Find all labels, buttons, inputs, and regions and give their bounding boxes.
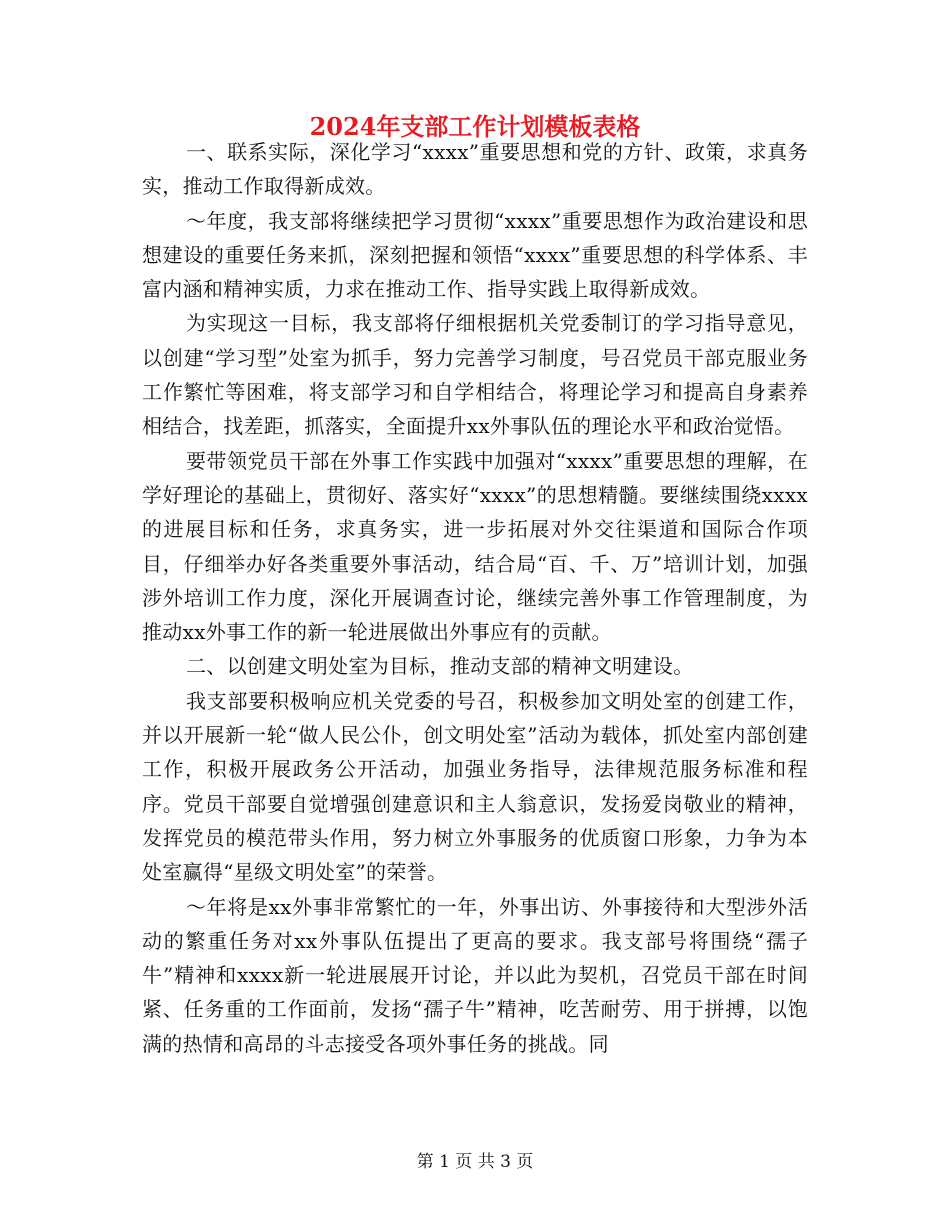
page-number-footer: 第 1 页 共 3 页	[416, 1152, 534, 1172]
document-title: 2024年支部工作计划模板表格	[309, 112, 641, 141]
paragraph-7: ～年将是xx外事非常繁忙的一年，外事出访、外事接待和大型涉外活动的繁重任务对xx外事队伍提出了更高的要求。我支部号将围绕“孺子牛”精神和xxxx新一轮进展展开讨论，并以此为契机，召党员干部在时间紧、任务重的工作面前，发扬“孺子牛”精神，吃苦耐劳、用于拼搏，以饱满的热情和高昂的斗志接受各项外事任务的挑战。同	[142, 894, 808, 1056]
paragraph-2: ～年度，我支部将继续把学习贯彻“xxxx”重要思想作为政治建设和思想建设的重要任务来抓，深刻把握和领悟“xxxx”重要思想的科学体系、丰富内涵和精神实质，力求在推动工作、指导实践上取得新成效。	[142, 208, 808, 302]
paragraph-3: 为实现这一目标，我支部将仔细根据机关党委制订的学习指导意见，以创建“学习型”处室为抓手，努力完善学习制度，号召党员干部克服业务工作繁忙等困难，将支部学习和自学相结合，将理论学习和提高自身素养相结合，找差距，抓落实，全面提升xx外事队伍的理论水平和政治觉悟。	[142, 311, 808, 439]
paragraph-5: 二、以创建文明处室为目标，推动支部的精神文明建设。	[186, 654, 694, 679]
paragraph-1: 一、联系实际，深化学习“xxxx”重要思想和党的方针、政策，求真务实，推动工作取得新成效。	[142, 140, 808, 199]
document-body	[142, 135, 808, 1061]
paragraph-6: 我支部要积极响应机关党委的号召，积极参加文明处室的创建工作，并以开展新一轮“做人民公仆，创文明处室”活动为载体，抓处室内部创建工作，积极开展政务公开活动，加强业务指导，法律规范服务标准和程序。党员干部要自觉增强创建意识和主人翁意识，发扬爱岗敬业的精神，发挥党员的模范带头作用，努力树立外事服务的优质窗口形象，力争为本处室赢得“星级文明处室”的荣誉。	[142, 688, 808, 885]
paragraph-4: 要带领党员干部在外事工作实践中加强对“xxxx”重要思想的理解，在学好理论的基础上，贯彻好、落实好“xxxx”的思想精髓。要继续围绕xxxx的进展目标和任务，求真务实，进一步拓展对外交往渠道和国际合作项目，仔细举办好各类重要外事活动，结合局“百、千、万”培训计划，加强涉外培训工作力度，深化开展调查讨论，继续完善外事工作管理制度，为推动xx外事工作的新一轮进展做出外事应有的贡献。	[142, 448, 808, 645]
